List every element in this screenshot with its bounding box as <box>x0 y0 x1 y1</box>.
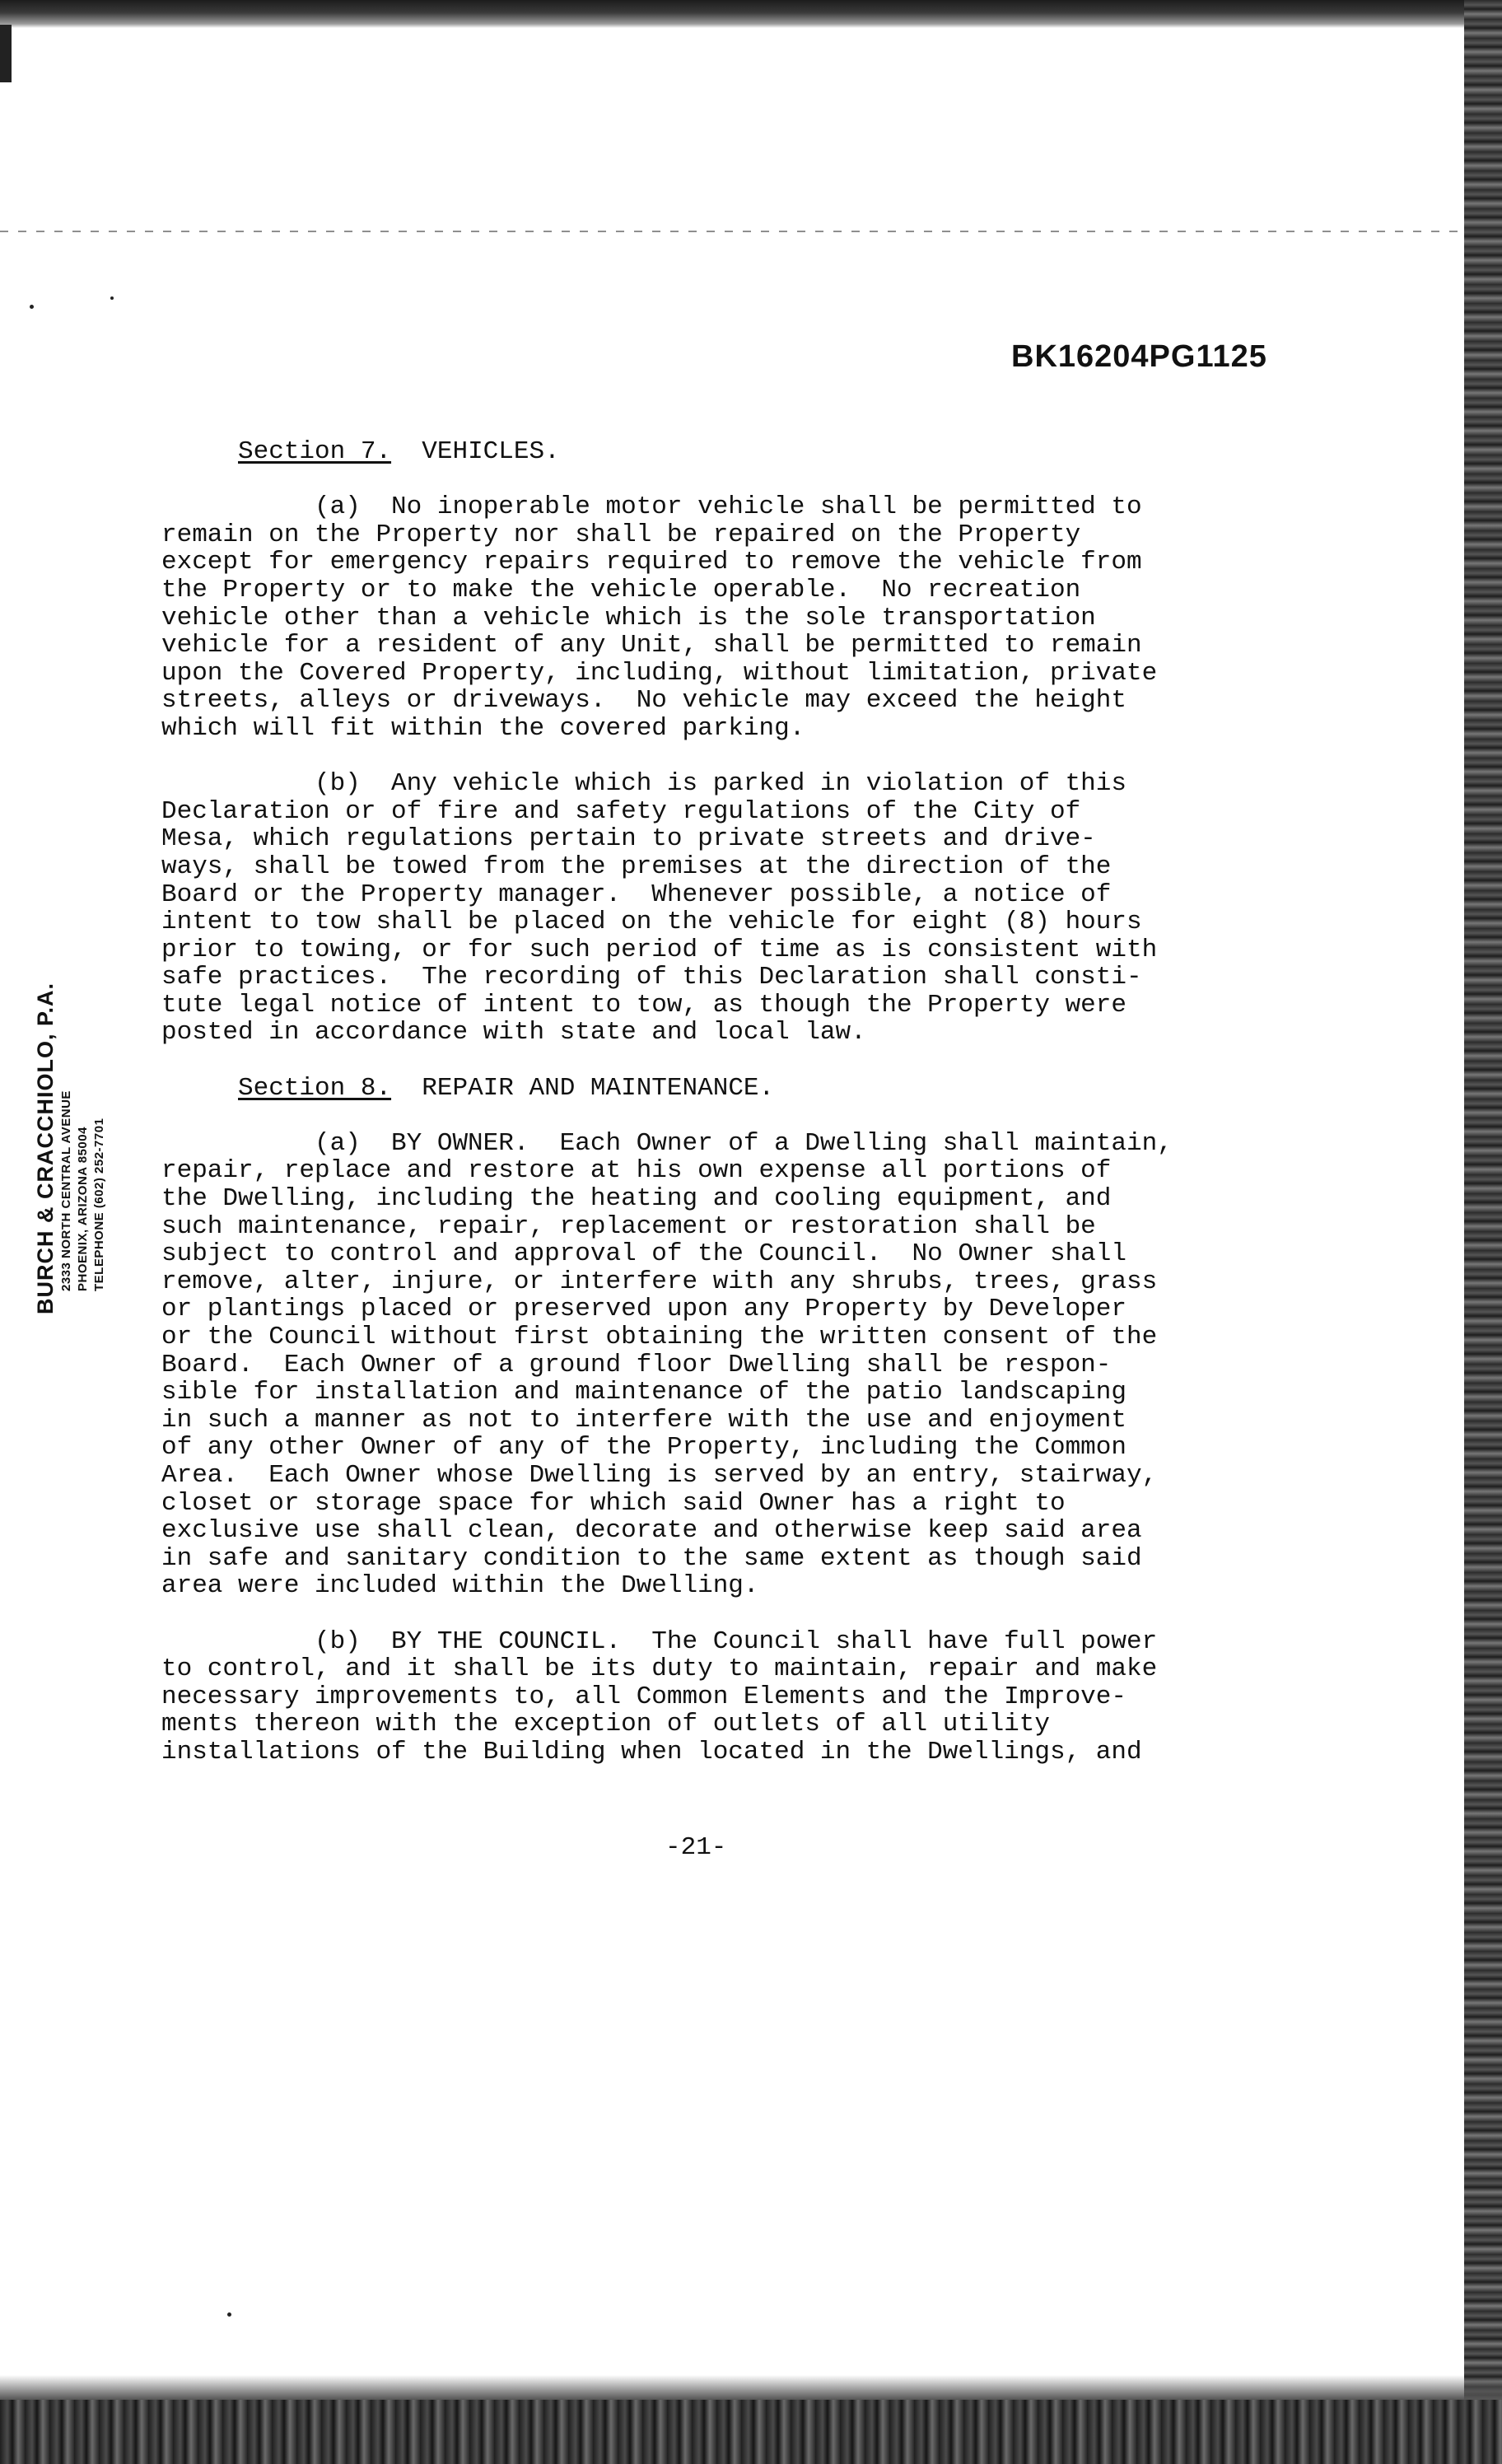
section-7-heading <box>161 438 1314 466</box>
text-line: ways, shall be towed from the premises at the direction of the <box>161 852 1112 881</box>
text-line: Area. Each Owner whose Dwelling is served by an entry, stairway, <box>161 1460 1158 1490</box>
section-8-heading <box>161 1075 1314 1103</box>
text-line: installations of the Building when located in the Dwellings, and <box>161 1737 1142 1766</box>
firm-city-line: PHOENIX, ARIZONA 85004 <box>76 1127 90 1291</box>
section-7-paragraph-a <box>161 493 1314 742</box>
section-8-paragraph-a <box>161 1130 1314 1600</box>
text-line: which will fit within the covered parking. <box>161 713 805 743</box>
text-line: in safe and sanitary condition to the same extent as though said <box>161 1543 1142 1573</box>
section-number: Section 8. <box>238 1073 392 1103</box>
text-line: Declaration or of fire and safety regulations of the City of <box>161 796 1081 826</box>
text-line: repair, replace and restore at his own expense all portions of <box>161 1156 1112 1186</box>
text-line: or plantings placed or preserved upon any Property by Developer <box>161 1295 1126 1324</box>
scan-edge-bottom <box>0 2400 1502 2464</box>
document-body <box>161 438 1314 1766</box>
text-line: vehicle for a resident of any Unit, shall be permitted to remain <box>161 631 1142 660</box>
scan-edge-right <box>1464 0 1502 2464</box>
text-line: the Dwelling, including the heating and cooling equipment, and <box>161 1184 1112 1214</box>
text-line: area were included within the Dwelling. <box>161 1571 759 1601</box>
text-line: (a) No inoperable motor vehicle shall be permitted to <box>161 492 1142 522</box>
firm-margin-imprint <box>33 936 108 1314</box>
text-line: except for emergency repairs required to remove the vehicle from <box>161 548 1142 577</box>
scan-edge-bottom-fade <box>0 2375 1502 2400</box>
text-line: Mesa, which regulations pertain to private streets and drive- <box>161 824 1096 854</box>
text-line: posted in accordance with state and local law. <box>161 1018 866 1048</box>
text-line: sible for installation and maintenance of the patio landscaping <box>161 1378 1126 1407</box>
text-line: closet or storage space for which said Owner has a right to <box>161 1488 1066 1518</box>
text-line: intent to tow shall be placed on the vehicle for eight (8) hours <box>161 908 1142 937</box>
text-line: vehicle other than a vehicle which is the sole transportation <box>161 603 1096 632</box>
text-line: such maintenance, repair, replacement or restoration shall be <box>161 1211 1096 1241</box>
text-line: (a) BY OWNER. Each Owner of a Dwelling shall maintain, <box>161 1128 1173 1158</box>
text-line: to control, and it shall be its duty to maintain, repair and make <box>161 1654 1158 1684</box>
scan-edge-corner <box>0 25 12 82</box>
text-line: necessary improvements to, all Common Elements and the Improve- <box>161 1682 1126 1711</box>
firm-name: BURCH & CRACCHIOLO, P.A. <box>33 982 58 1314</box>
text-line: or the Council without first obtaining the written consent of the <box>161 1323 1158 1351</box>
section-7-paragraph-b <box>161 770 1314 1047</box>
section-title: REPAIR AND MAINTENANCE. <box>422 1073 775 1103</box>
text-line: of any other Owner of any of the Property, including the Common <box>161 1433 1126 1463</box>
section-8-paragraph-b <box>161 1628 1314 1766</box>
page-number: -21- <box>665 1833 727 1862</box>
text-line: upon the Covered Property, including, without limitation, private <box>161 658 1158 688</box>
text-line: safe practices. The recording of this Declaration shall consti- <box>161 963 1142 992</box>
text-line: (b) BY THE COUNCIL. The Council shall have full power <box>161 1626 1158 1656</box>
book-page-stamp: BK16204PG1125 <box>1011 339 1267 374</box>
text-line: Board. Each Owner of a ground floor Dwelling shall be respon- <box>161 1350 1112 1379</box>
text-line: exclusive use shall clean, decorate and otherwise keep said area <box>161 1516 1142 1546</box>
scan-speck <box>110 296 114 300</box>
text-line: remove, alter, injure, or interfere with any shrubs, trees, grass <box>161 1267 1158 1296</box>
text-line: prior to towing, or for such period of time as is consistent with <box>161 935 1158 964</box>
text-line: in such a manner as not to interfere with the use and enjoyment <box>161 1405 1126 1435</box>
scan-speck <box>227 2312 231 2317</box>
scan-artifact-line <box>0 231 1466 232</box>
text-line: the Property or to make the vehicle operable. No recreation <box>161 575 1081 604</box>
text-line: subject to control and approval of the Council. No Owner shall <box>161 1239 1126 1269</box>
firm-address-line: 2333 NORTH CENTRAL AVENUE <box>59 1090 73 1291</box>
scan-speck <box>30 305 34 309</box>
section-title: VEHICLES. <box>422 437 560 466</box>
text-line: (b) Any vehicle which is parked in violation of this <box>161 769 1126 799</box>
text-line: streets, alleys or driveways. No vehicle may exceed the height <box>161 686 1126 716</box>
section-number: Section 7. <box>238 437 392 466</box>
scan-edge-top <box>0 0 1502 28</box>
text-line: Board or the Property manager. Whenever possible, a notice of <box>161 880 1112 909</box>
text-line: ments thereon with the exception of outlets of all utility <box>161 1710 1050 1739</box>
text-line: remain on the Property nor shall be repaired on the Property <box>161 520 1081 549</box>
text-line: tute legal notice of intent to tow, as though the Property were <box>161 990 1126 1020</box>
firm-phone-line: TELEPHONE (602) 252-7701 <box>92 1118 106 1291</box>
